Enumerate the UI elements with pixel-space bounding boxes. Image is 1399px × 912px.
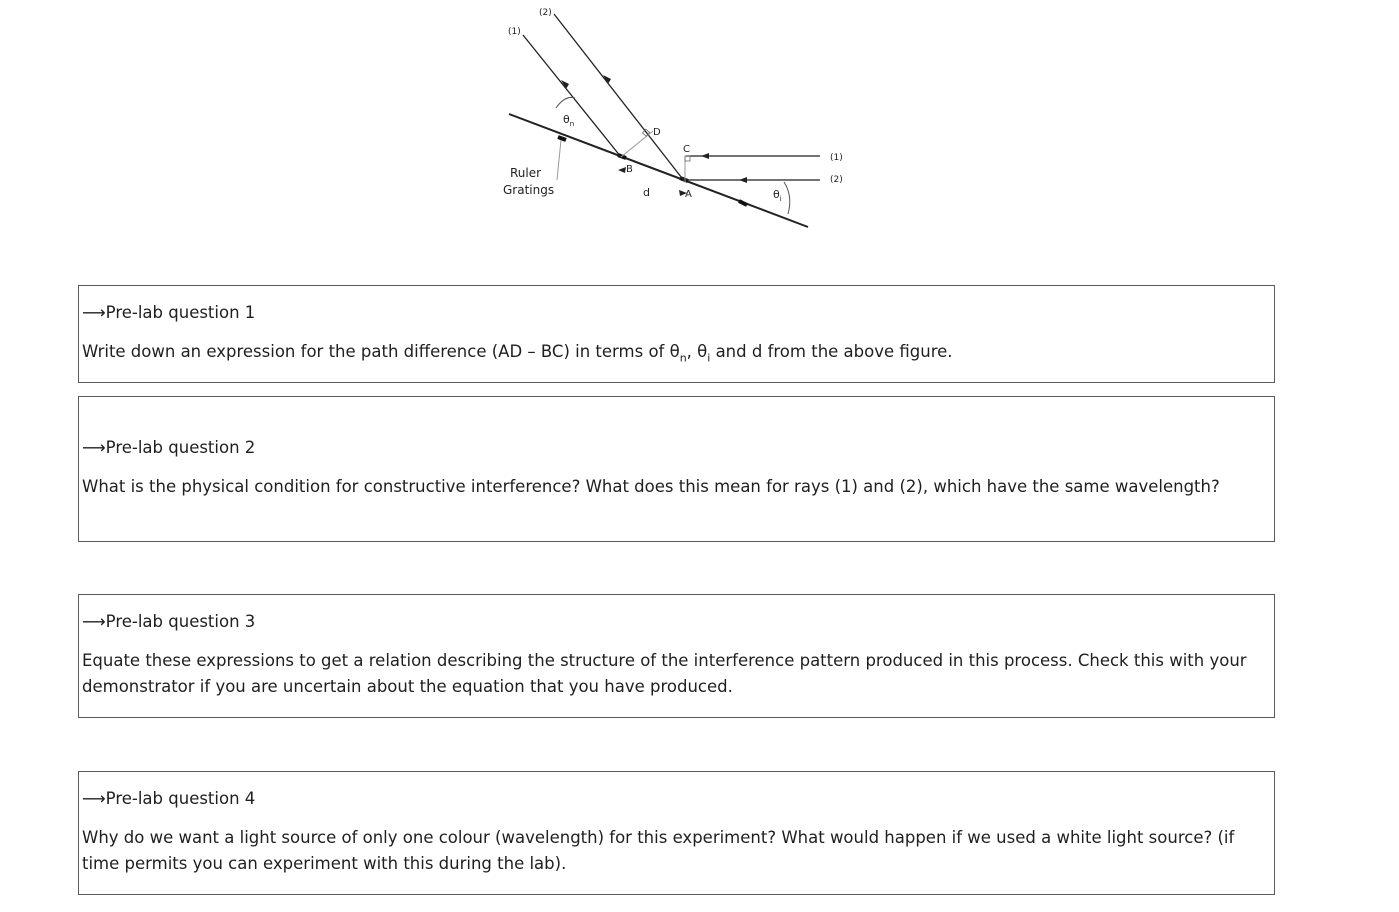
theta-n-label: $\theta_n$ xyxy=(563,113,575,128)
right-arrow-icon: ⟶ xyxy=(82,789,100,808)
prelab-question-4-text: Why do we want a light source of only one colour (wavelength) for this experiment? What would happen if we used a white light source? (if time permits you can experiment with this during the lab). xyxy=(82,828,1235,873)
theta-i-arc xyxy=(784,182,790,214)
right-arrow-icon: ⟶ xyxy=(82,303,100,322)
cut-off-next-section-text xyxy=(78,907,498,912)
point-D-label: D xyxy=(653,127,661,138)
ray-arrowhead xyxy=(739,177,747,183)
point-B-label: B xyxy=(626,164,633,175)
point-C-label: C xyxy=(683,144,690,155)
ray-arrowhead xyxy=(701,153,709,159)
prelab-question-1-box xyxy=(78,285,1275,383)
theta-i-label: $\theta_i$ xyxy=(773,188,782,203)
spacing-arrowhead xyxy=(618,167,626,173)
ruler-pointer-line xyxy=(557,140,561,180)
prelab-question-1-text: Write down an expression for the path difference (AD – BC) in terms of $\theta_n$, $\theta_i$ and d from the above figure. xyxy=(82,342,953,365)
prelab-question-4-title: ⟶ Pre-lab question 4 xyxy=(82,789,256,808)
right-angle-marker xyxy=(685,156,690,161)
ray-1-label: (1) xyxy=(508,27,521,37)
grating-tick xyxy=(739,201,747,205)
right-arrow-icon: ⟶ xyxy=(82,438,100,457)
prelab-question-2-box xyxy=(78,396,1275,542)
prelab-question-3-box xyxy=(78,594,1275,718)
construction-line-BD xyxy=(621,131,653,157)
prelab-question-2-text: What is the physical condition for constructive interference? What does this mean for rays (1) and (2), which have the same wavelength? xyxy=(82,477,1220,496)
prelab-question-3-title: ⟶ Pre-lab question 3 xyxy=(82,612,256,631)
spacing-d-label: d xyxy=(643,186,650,199)
incoming-ray-2-label: (2) xyxy=(830,175,843,185)
prelab-question-1-title: ⟶ Pre-lab question 1 xyxy=(82,303,256,322)
prelab-question-4-box xyxy=(78,771,1275,895)
gratings-label: Gratings xyxy=(503,183,555,197)
right-arrow-icon: ⟶ xyxy=(82,612,100,631)
ruler-label: Ruler xyxy=(510,166,542,180)
point-A-label: A xyxy=(685,189,692,200)
incoming-ray-1-label: (1) xyxy=(830,153,843,163)
theta-n-arc xyxy=(556,97,575,108)
diffraction-grating-diagram xyxy=(490,0,870,240)
grating-tick xyxy=(558,137,566,140)
ray-2-label: (2) xyxy=(539,8,552,18)
prelab-question-3-text: Equate these expressions to get a relation describing the structure of the interference pattern produced in this process. Check this with your demonstrator if you are uncertain about the equation that you have produced. xyxy=(82,651,1247,696)
prelab-question-2-title: ⟶ Pre-lab question 2 xyxy=(82,438,256,457)
